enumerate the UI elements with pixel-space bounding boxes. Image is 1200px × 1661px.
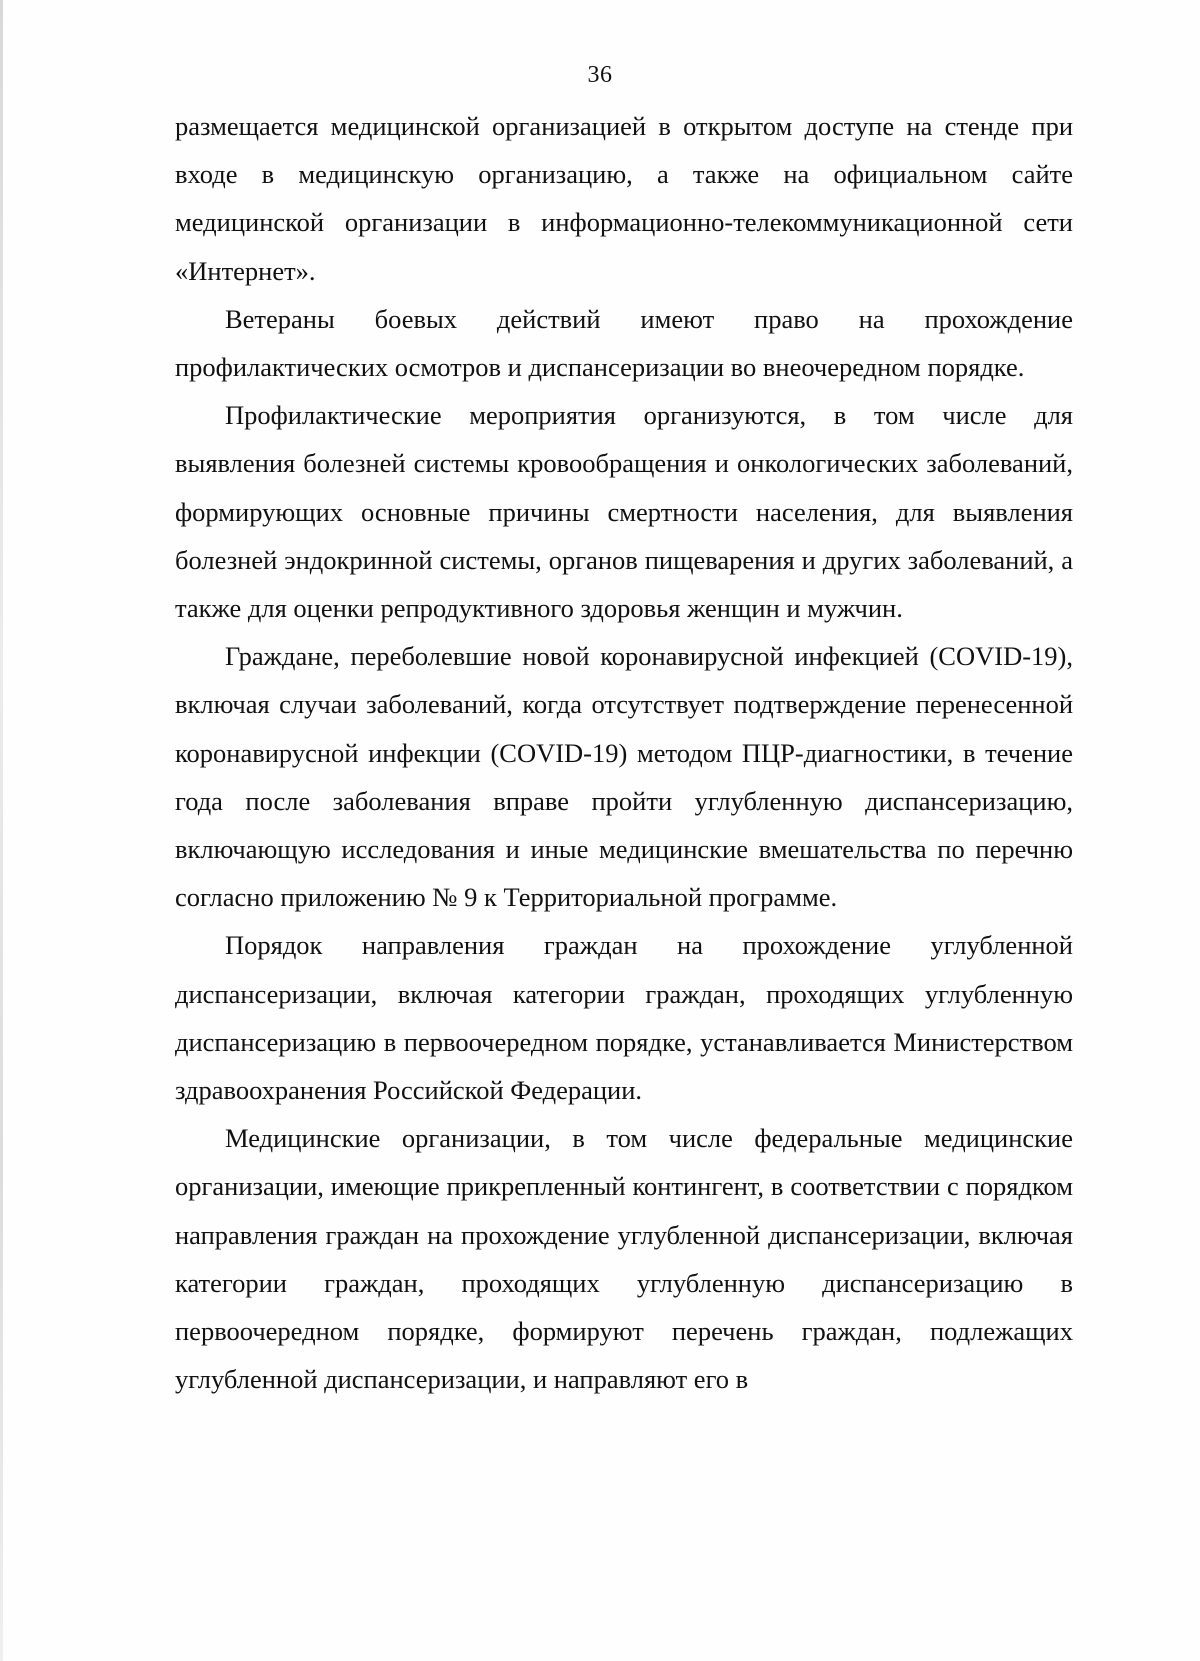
paragraph: Медицинские организации, в том числе федеральные медицинские организации, имеющие прикрепленный контингент, в соответствии с порядком направления граждан на прохождение углубленной диспансеризации, включая категории граждан, проходящих углубленную диспансеризацию в первоочередном порядке, формируют перечень граждан, подлежащих углубленной диспансеризации, и направляют его в: [175, 1123, 1073, 1395]
paragraph: размещается медицинской организацией в открытом доступе на стенде при входе в медицинскую организацию, а также на официальном сайте медицинской организации в информационно-телекоммуникационной сети «Интернет».: [175, 111, 1073, 286]
paragraph: Порядок направления граждан на прохождение углубленной диспансеризации, включая категории граждан, проходящих углубленную диспансеризацию в первоочередном порядке, устанавливается Министерством здравоохранения Российской Федерации.: [175, 930, 1073, 1106]
paragraph: Профилактические мероприятия организуются, в том числе для выявления болезней системы кровообращения и онкологических заболеваний, формирующих основные причины смертности населения, для выявления болезней эндокринной системы, органов пищеварения и других заболеваний, а также для оценки репродуктивного здоровья женщин и мужчин.: [175, 400, 1073, 624]
document-body: [175, 102, 1073, 1403]
paragraph: Граждане, переболевшие новой коронавирусной инфекцией (COVID-19), включая случаи заболеваний, когда отсутствует подтверждение перенесенной коронавирусной инфекции (COVID-19) методом ПЦР-диагностики, в течение года после заболевания вправе пройти углубленную диспансеризацию, включающую исследования и иные медицинские вмешательства по перечню согласно приложению № 9 к Территориальной программе.: [175, 641, 1073, 913]
scan-edge: [0, 0, 3, 1661]
page-number: 36: [587, 62, 613, 88]
paragraph: Ветераны боевых действий имеют право на прохождение профилактических осмотров и диспансеризации во внеочередном порядке.: [175, 303, 1073, 383]
